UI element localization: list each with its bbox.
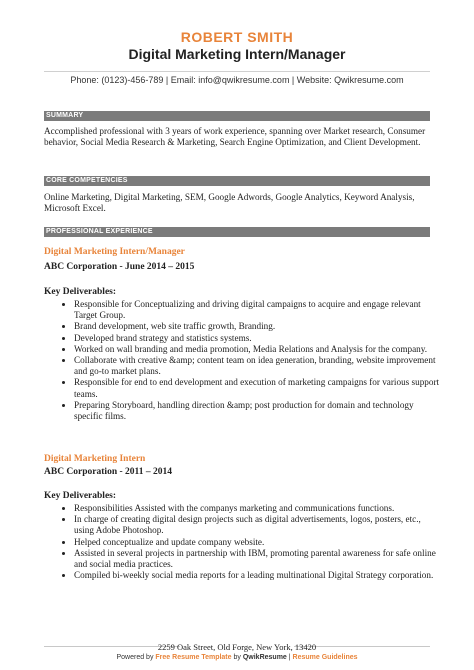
- contact-line: Phone: (0123)-456-789 | Email: info@qwikresume.com | Website: Qwikresume.com: [70, 75, 404, 85]
- qwikresume-brand[interactable]: QwikResume: [242, 654, 287, 661]
- list-item: • Helped conceptualize and update company website.: [74, 537, 440, 548]
- key-deliverables-label: Key Deliverables:: [44, 287, 117, 297]
- footer-address: 2259 Oak Street, Old Forge, New York, 13420: [157, 642, 317, 652]
- footer-links: [0, 654, 474, 661]
- job-company: ABC Corporation - June 2014 – 2015: [44, 262, 195, 272]
- list-item: • In charge of creating digital design projects such as digital advertisements, logos, posters, etc., using Adobe Photoshop.: [74, 514, 440, 536]
- section-summary-heading: SUMMARY: [44, 111, 430, 121]
- list-item: • Collaborate with creative &amp; content team on idea generation, branding, website improvement and go-to market plans.: [74, 355, 440, 377]
- job-bullets: [44, 503, 440, 581]
- footer-separator: |: [288, 654, 291, 661]
- list-item: • Preparing Storyboard, handling direction &amp; post production for domain and technology specific films.: [74, 400, 440, 422]
- resume-guidelines-link[interactable]: Resume Guidelines: [292, 654, 358, 661]
- free-resume-template-link[interactable]: Free Resume Template: [155, 654, 232, 661]
- job-company: ABC Corporation - 2011 – 2014: [44, 467, 172, 477]
- list-item: • Worked on wall branding and media promotion, Media Relations and Analysis for the company.: [74, 344, 440, 355]
- by-text: by: [233, 654, 241, 661]
- job-title: Digital Marketing Intern: [44, 454, 146, 464]
- list-item: • Developed brand strategy and statistics systems.: [74, 333, 440, 344]
- list-item: • Responsible for end to end development and execution of marketing campaigns for various support teams.: [74, 377, 440, 399]
- header-divider: [44, 71, 430, 72]
- list-item: • Responsibilities Assisted with the companys marketing and communications functions.: [74, 503, 440, 514]
- list-item: • Assisted in several projects in partnership with IBM, promoting parental awareness for safe online and social media practices.: [74, 548, 440, 570]
- key-deliverables-label: Key Deliverables:: [44, 491, 117, 501]
- section-competencies-heading: CORE COMPETENCIES: [44, 176, 430, 186]
- powered-by-text: Powered by: [116, 654, 154, 661]
- summary-text: Accomplished professional with 3 years of work experience, spanning over Market research, Consumer behavior, Social Media Research & Marketing, Search Engine Optimization, and Client Development.: [44, 126, 426, 148]
- section-experience-heading: PROFESSIONAL EXPERIENCE: [44, 227, 430, 237]
- list-item: • Compiled bi-weekly social media reports for a leading multinational Digital Strategy corporation.: [74, 570, 440, 581]
- candidate-title: Digital Marketing Intern/Manager: [128, 46, 346, 62]
- competencies-text: Online Marketing, Digital Marketing, SEM, Google Adwords, Google Analytics, Keyword Analysis, Microsoft Excel.: [44, 192, 415, 214]
- list-item: • Responsible for Conceptualizing and driving digital campaigns to acquire and engage relevant Target Group.: [74, 299, 440, 321]
- list-item: • Brand development, web site traffic growth, Branding.: [74, 321, 440, 332]
- job-bullets: [44, 299, 440, 422]
- job-title: Digital Marketing Intern/Manager: [44, 247, 185, 257]
- candidate-name: ROBERT SMITH: [180, 29, 294, 45]
